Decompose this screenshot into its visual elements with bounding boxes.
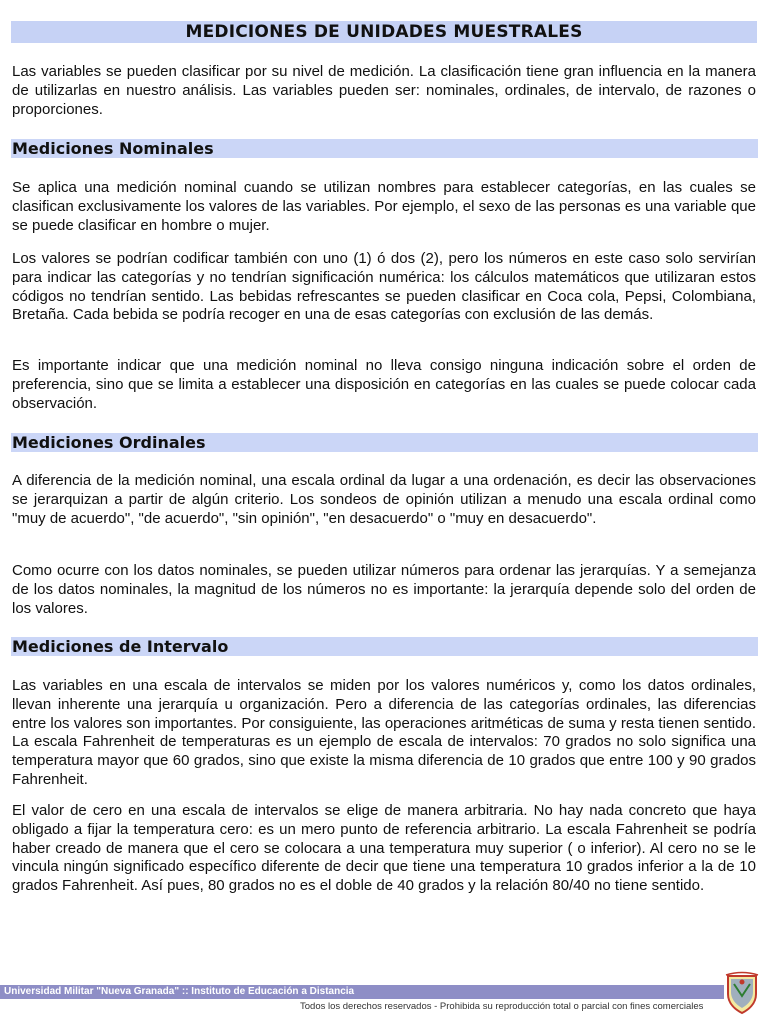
nominales-paragraph-3: Es importante indicar que una medición nominal no lleva consigo ninguna indicación sobre el orden de preferencia, sino que se limita a establecer una disposición en categorías en las cuales se puede colocar cada observación. — [12, 357, 756, 412]
intervalo-paragraph-1: Las variables en una escala de intervalos se miden por los valores numéricos y, como los datos ordinales, llevan inherente una jerarquía u organización. Pero a diferencia de las categorías ordinales, las diferencias entre los valores son importantes. Por consiguiente, las operaciones aritméticas de suma y resta tienen sentido. La escala Fahrenheit de temperaturas es un ejemplo de escala de intervalos: 70 grados no solo significa una temperatura mayor que 60 grados, sino que existe la misma diferencia de 10 grados que entre 100 y 90 grados Fahrenheit. — [12, 677, 756, 788]
intervalo-paragraph-2: El valor de cero en una escala de intervalos se elige de manera arbitraria. No hay nada concreto que haya obligado a fijar la temperatura cero: es un mero punto de referencia arbitrario. La escala Fahrenheit se podría haber creado de manera que el cero se colocara a una temperatura muy superior ( o inferior). Al cero no se le vincula ningún significado específico diferente de decir que tiene una temperatura 10 grados inferior a la de 10 grados Fahrenheit. Así pues, 80 grados no es el doble de 40 grados y la relación 80/40 no tiene sentido. — [12, 802, 756, 895]
ordinales-paragraph-1: A diferencia de la medición nominal, una escala ordinal da lugar a una ordenación, es decir las observaciones se jerarquizan a partir de algún criterio. Los sondeos de opinión utilizan a menudo una escala ordinal como "muy de acuerdo", "de acuerdo", "sin opinión", "en desacuerdo" o "muy en desacuerdo". — [12, 472, 756, 527]
ordinales-paragraph-2: Como ocurre con los datos nominales, se pueden utilizar números para ordenar las jerarquías. Y a semejanza de los datos nominales, la magnitud de los números no es importante: la jerarquía depende solo del orden de los valores. — [12, 562, 756, 617]
section-heading-intervalo: Mediciones de Intervalo — [11, 637, 758, 656]
section-heading-nominales: Mediciones Nominales — [11, 139, 758, 158]
page-title: MEDICIONES DE UNIDADES MUESTRALES — [11, 21, 757, 43]
nominales-paragraph-1: Se aplica una medición nominal cuando se utilizan nombres para establecer categorías, en las cuales se clasifican exclusivamente los valores de las variables. Por ejemplo, el sexo de las personas es una variable que se puede clasificar en hombre o mujer. — [12, 179, 756, 234]
university-crest-icon — [722, 970, 762, 1016]
footer-rights-text: Todos los derechos reservados - Prohibida su reproducción total o parcial con fines comerciales — [300, 1001, 704, 1012]
nominales-paragraph-2: Los valores se podrían codificar también con uno (1) ó dos (2), pero los números en este caso solo servirían para indicar las categorías y no tendrían significación numérica: los cálculos matemáticos que utilizaran estos códigos no tendrían sentido. Las bebidas refrescantes se pueden clasificar en Coca cola, Pepsi, Colombiana, Bretaña. Cada bebida se podría recoger en una de esas categorías con exclusión de las demás. — [12, 250, 756, 324]
footer-institution-bar: Universidad Militar "Nueva Granada" :: Instituto de Educación a Distancia — [0, 985, 724, 999]
intro-paragraph: Las variables se pueden clasificar por su nivel de medición. La clasificación tiene gran influencia en la manera de utilizarlas en nuestro análisis. Las variables pueden ser: nominales, ordinales, de intervalo, de razones o proporciones. — [12, 63, 756, 118]
section-heading-ordinales: Mediciones Ordinales — [11, 433, 758, 452]
